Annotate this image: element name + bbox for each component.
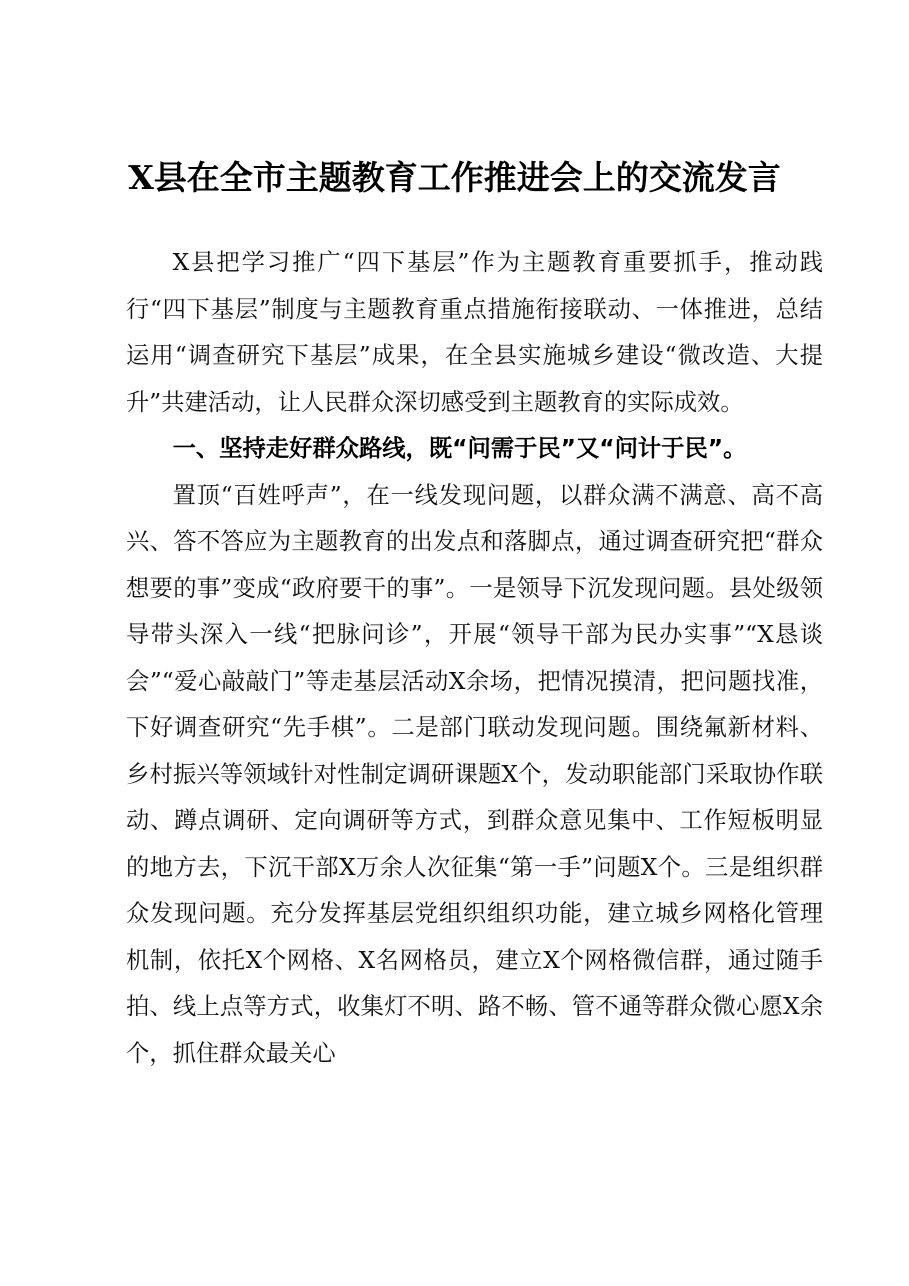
section-heading-1: 一、坚持走好群众路线，既“问需于民”又“问计于民”。 <box>172 435 747 462</box>
document-title: X县在全市主题教育工作推进会上的交流发言 <box>128 158 781 197</box>
paragraph-section-1: 置顶“百姓呼声”，在一线发现问题，以群众满不满意、高不高兴、答不答应为主题教育的出发点和落脚点，通过调查研究把“群众想要的事”变成“政府要干的事”。一是领导下沉发现问题。县处级领导带头深入一线“把脉问诊”，开展“领导干部为民办实事”“X恳谈会”“爱心敲敲门”等走基层活动X余场，把情况摸清，把问题找准，下好调查研究“先手棋”。二是部门联动发现问题。围绕氟新材料、乡村振兴等领域针对性制定调研课题X个，发动职能部门采取协作联动、蹲点调研、定向调研等方式，到群众意见集中、工作短板明显的地方去，下沉干部X万余人次征集“第一手”问题X个。三是组织群众发现问题。充分发挥基层党组织组织功能，建立城乡网格化管理机制，依托X个网格、X名网格员，建立X个网格微信群，通过随手拍、线上点等方式，收集灯不明、路不畅、管不通等群众微心愿X余个，抓住群众最关心 <box>126 481 823 1067</box>
document-body <box>126 240 823 1077</box>
paragraph-intro: X县把学习推广“四下基层”作为主题教育重要抓手，推动践行“四下基层”制度与主题教育重点措施衔接联动、一体推进，总结运用“调查研究下基层”成果，在全县实施城乡建设“微改造、大提升”共建活动，让人民群众深切感受到主题教育的实际成效。 <box>126 249 823 416</box>
